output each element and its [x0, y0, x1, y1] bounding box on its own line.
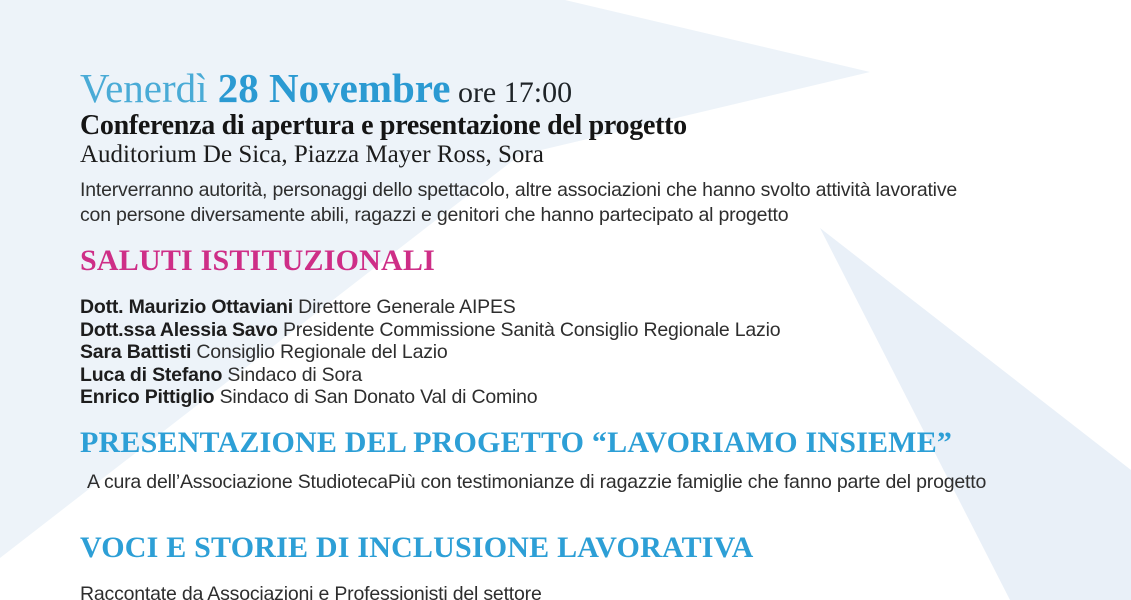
event-intro-paragraph: Interverranno autorità, personaggi dello spettacolo, altre associazioni che hanno svolto attività lavorative con persone diversamente abili, ragazzi e genitori che hanno partecipato al progetto [80, 179, 958, 226]
event-title [80, 64, 1080, 112]
speaker-role: Sindaco di San Donato Val di Comino [214, 386, 538, 409]
speaker-role: Direttore Generale AIPES [292, 296, 516, 318]
event-title-date: 28 Novembre [217, 65, 451, 111]
event-title-day: Venerdì [80, 65, 218, 111]
speaker-name: Enrico Pittiglio [80, 386, 215, 409]
speaker-row [80, 341, 1000, 364]
presentation-body-paragraph: A cura dell’Associazione StudiotecaPiù con testimonianze di ragazzie famiglie che fanno parte del progetto [87, 471, 987, 493]
speaker-row [80, 296, 1000, 319]
event-title-time: ore 17:00 [450, 76, 573, 109]
section-heading-saluti-istituzionali: SALUTI ISTITUZIONALI [80, 244, 435, 277]
speaker-role: Presidente Commissione Sanità Consiglio Regionale Lazio [277, 318, 781, 341]
voices-body-paragraph: Raccontate da Associazioni e Professionisti del settore [80, 583, 542, 600]
event-subtitle: Conferenza di apertura e presentazione del progetto [80, 110, 687, 141]
speaker-name: Dott. Maurizio Ottaviani [80, 296, 293, 318]
section-heading-voci-e-storie: VOCI E STORIE DI INCLUSIONE LAVORATIVA [80, 531, 754, 564]
speaker-name: Dott.ssa Alessia Savo [80, 318, 278, 341]
speaker-name: Sara Battisti [80, 341, 192, 364]
section-heading-presentazione-progetto: PRESENTAZIONE DEL PROGETTO “LAVORIAMO INSIEME” [80, 426, 953, 459]
event-venue: Auditorium De Sica, Piazza Mayer Ross, Sora [80, 141, 544, 168]
speaker-row [80, 319, 1000, 342]
speaker-row [80, 386, 1000, 409]
speaker-role: Consiglio Regionale del Lazio [191, 341, 448, 364]
speakers-list [80, 296, 1000, 409]
speaker-role: Sindaco di Sora [222, 363, 363, 386]
speaker-name: Luca di Stefano [80, 363, 223, 386]
speaker-row [80, 364, 1000, 387]
